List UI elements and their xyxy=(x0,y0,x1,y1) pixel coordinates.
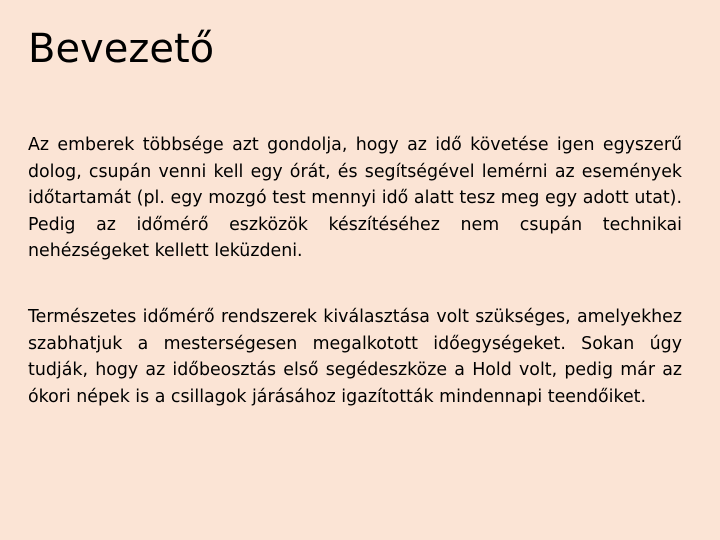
paragraph-natural-time-systems: Természetes időmérő rendszerek kiválasztása volt szükséges, amelyekhez szabhatjuk a mesterségesen megalkotott időegységeket. Sokan úgy tudják, hogy az időbeosztás első segédeszköze a Hold volt, pedig már az ókori népek is a csillagok járásához igazították mindennapi teendőiket. xyxy=(28,307,682,407)
slide-title: Bevezető xyxy=(28,26,215,72)
paragraph-intro: Az emberek többsége azt gondolja, hogy az idő követése igen egyszerű dolog, csupán venni kell egy órát, és segítségével lemérni az események időtartamát (pl. egy mozgó test mennyi idő alatt tesz meg egy adott utat). Pedig az időmérő eszközök készítéséhez nem csupán technikai nehézségeket kellett leküzdeni. xyxy=(28,135,682,261)
